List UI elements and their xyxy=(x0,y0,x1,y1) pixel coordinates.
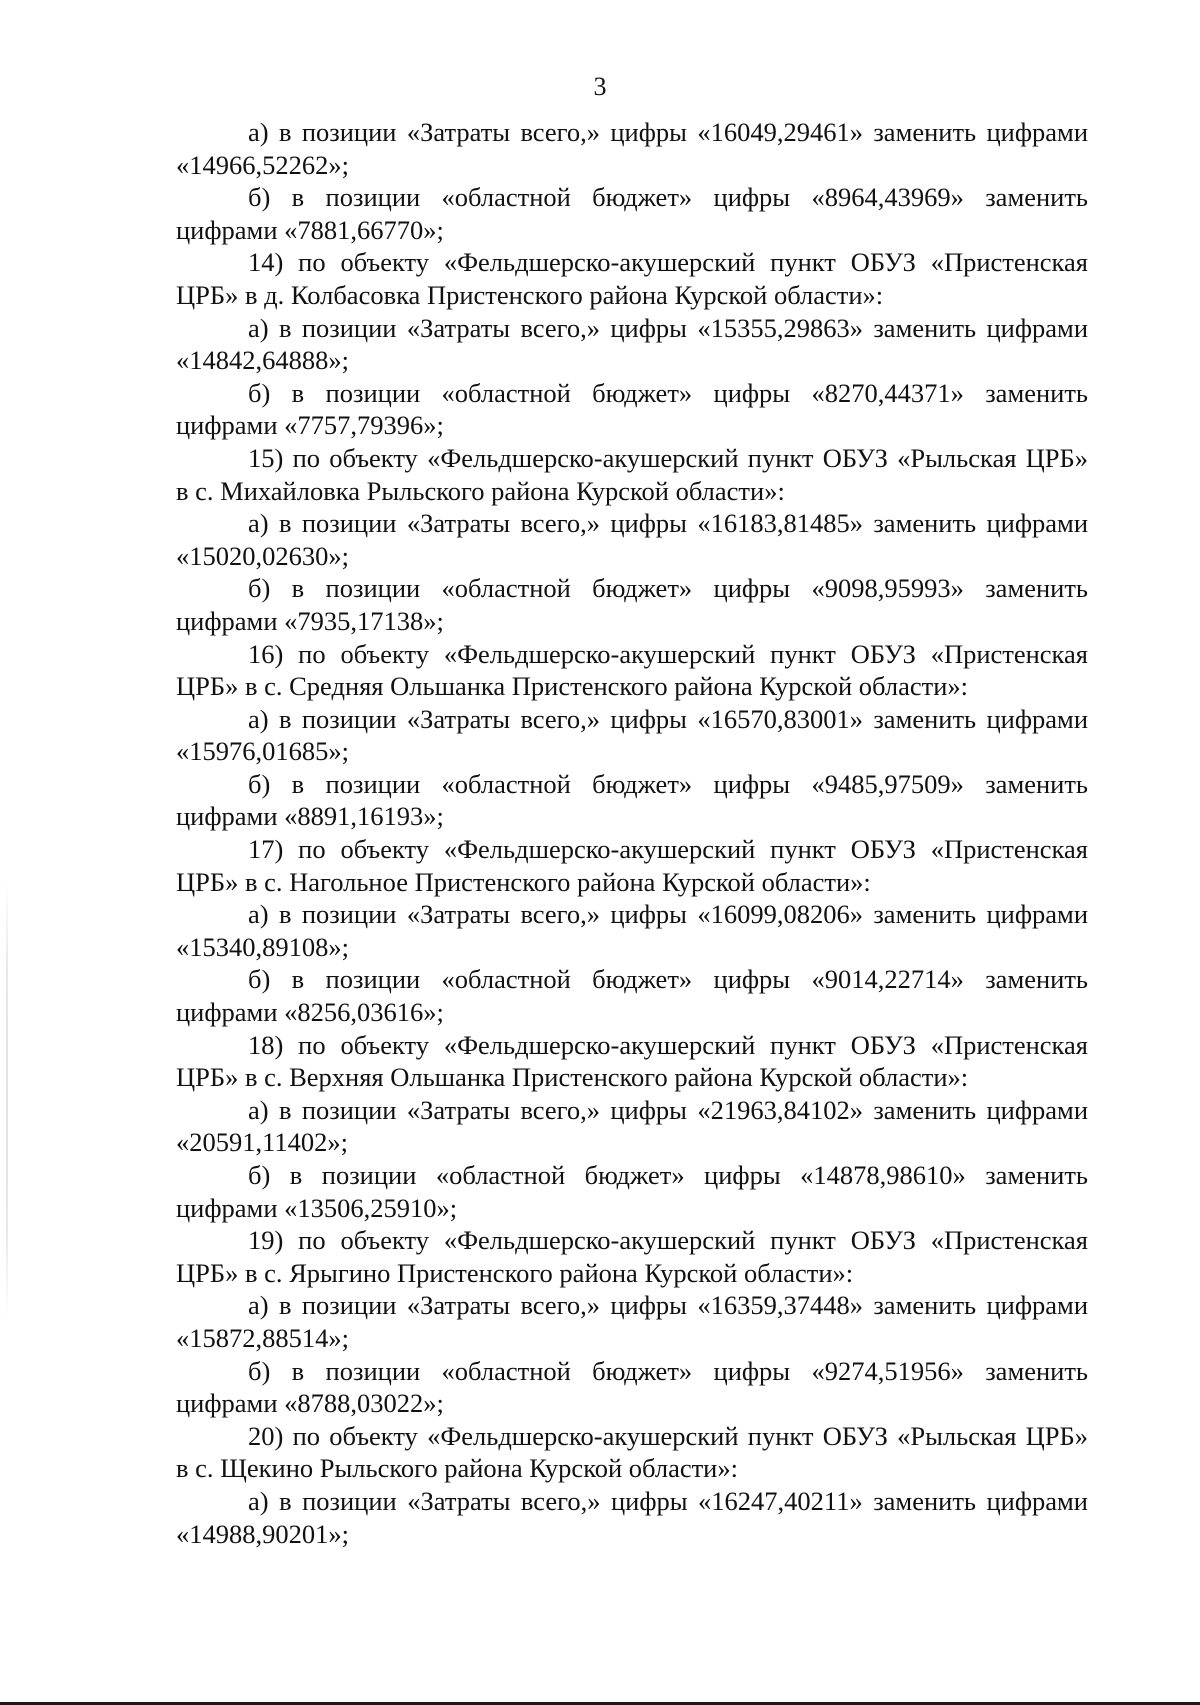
paragraph-17-object: 17) по объекту «Фельдшерско-акушерский пункт ОБУЗ «Пристенская ЦРБ» в с. Нагольное Пристенского района Курской области»: xyxy=(176,834,1088,897)
paragraph-19a: а) в позиции «Затраты всего,» цифры «16359,37448» заменить цифрами «15872,88514»; xyxy=(176,1290,1088,1353)
paragraph-19-object: 19) по объекту «Фельдшерско-акушерский пункт ОБУЗ «Пристенская ЦРБ» в с. Ярыгино Пристенского района Курской области»: xyxy=(176,1225,1088,1288)
paragraph-17a: а) в позиции «Затраты всего,» цифры «16099,08206» заменить цифрами «15340,89108»; xyxy=(176,899,1088,962)
paragraph-15a: а) в позиции «Затраты всего,» цифры «16183,81485» заменить цифрами «15020,02630»; xyxy=(176,508,1088,571)
paragraph-20-object: 20) по объекту «Фельдшерско-акушерский пункт ОБУЗ «Рыльская ЦРБ» в с. Щекино Рыльского района Курской области»: xyxy=(176,1420,1088,1484)
paragraph-18b: б) в позиции «областной бюджет» цифры «14878,98610» заменить цифрами «13506,25910»; xyxy=(176,1160,1088,1223)
scan-edge-shadow xyxy=(6,880,8,1320)
paragraph-13b: б) в позиции «областной бюджет» цифры «8964,43969» заменить цифрами «7881,66770»; xyxy=(176,182,1088,245)
paragraph-15b: б) в позиции «областной бюджет» цифры «9098,95993» заменить цифрами «7935,17138»; xyxy=(176,573,1088,636)
paragraph-20a: а) в позиции «Затраты всего,» цифры «16247,40211» заменить цифрами «14988,90201»; xyxy=(176,1485,1088,1549)
page-number: 3 xyxy=(593,72,607,101)
paragraph-17b: б) в позиции «областной бюджет» цифры «9014,22714» заменить цифрами «8256,03616»; xyxy=(176,964,1088,1028)
paragraph-18-object: 18) по объекту «Фельдшерско-акушерский пункт ОБУЗ «Пристенская ЦРБ» в с. Верхняя Ольшанка Пристенского района Курской области»: xyxy=(176,1029,1088,1093)
paragraph-16a: а) в позиции «Затраты всего,» цифры «16570,83001» заменить цифрами «15976,01685»; xyxy=(176,703,1088,767)
paragraph-16b: б) в позиции «областной бюджет» цифры «9485,97509» заменить цифрами «8891,16193»; xyxy=(176,768,1088,832)
paragraph-14a: а) в позиции «Затраты всего,» цифры «15355,29863» заменить цифрами «14842,64888»; xyxy=(176,312,1088,376)
paragraph-13a: а) в позиции «Затраты всего,» цифры «16049,29461» заменить цифрами «14966,52262»; xyxy=(176,117,1088,180)
paragraph-19b: б) в позиции «областной бюджет» цифры «9274,51956» заменить цифрами «8788,03022»; xyxy=(176,1355,1088,1419)
document-body xyxy=(176,116,1088,1550)
paragraph-18a: а) в позиции «Затраты всего,» цифры «21963,84102» заменить цифрами «20591,11402»; xyxy=(176,1094,1088,1158)
paragraph-15-object: 15) по объекту «Фельдшерско-акушерский пункт ОБУЗ «Рыльская ЦРБ» в с. Михайловка Рыльского района Курской области»: xyxy=(176,442,1088,506)
paragraph-14-object: 14) по объекту «Фельдшерско-акушерский пункт ОБУЗ «Пристенская ЦРБ» в д. Колбасовка Пристенского района Курской области»: xyxy=(176,247,1088,310)
paragraph-16-object: 16) по объекту «Фельдшерско-акушерский пункт ОБУЗ «Пристенская ЦРБ» в с. Средняя Ольшанка Пристенского района Курской области»: xyxy=(176,638,1088,702)
paragraph-14b: б) в позиции «областной бюджет» цифры «8270,44371» заменить цифрами «7757,79396»; xyxy=(176,377,1088,441)
